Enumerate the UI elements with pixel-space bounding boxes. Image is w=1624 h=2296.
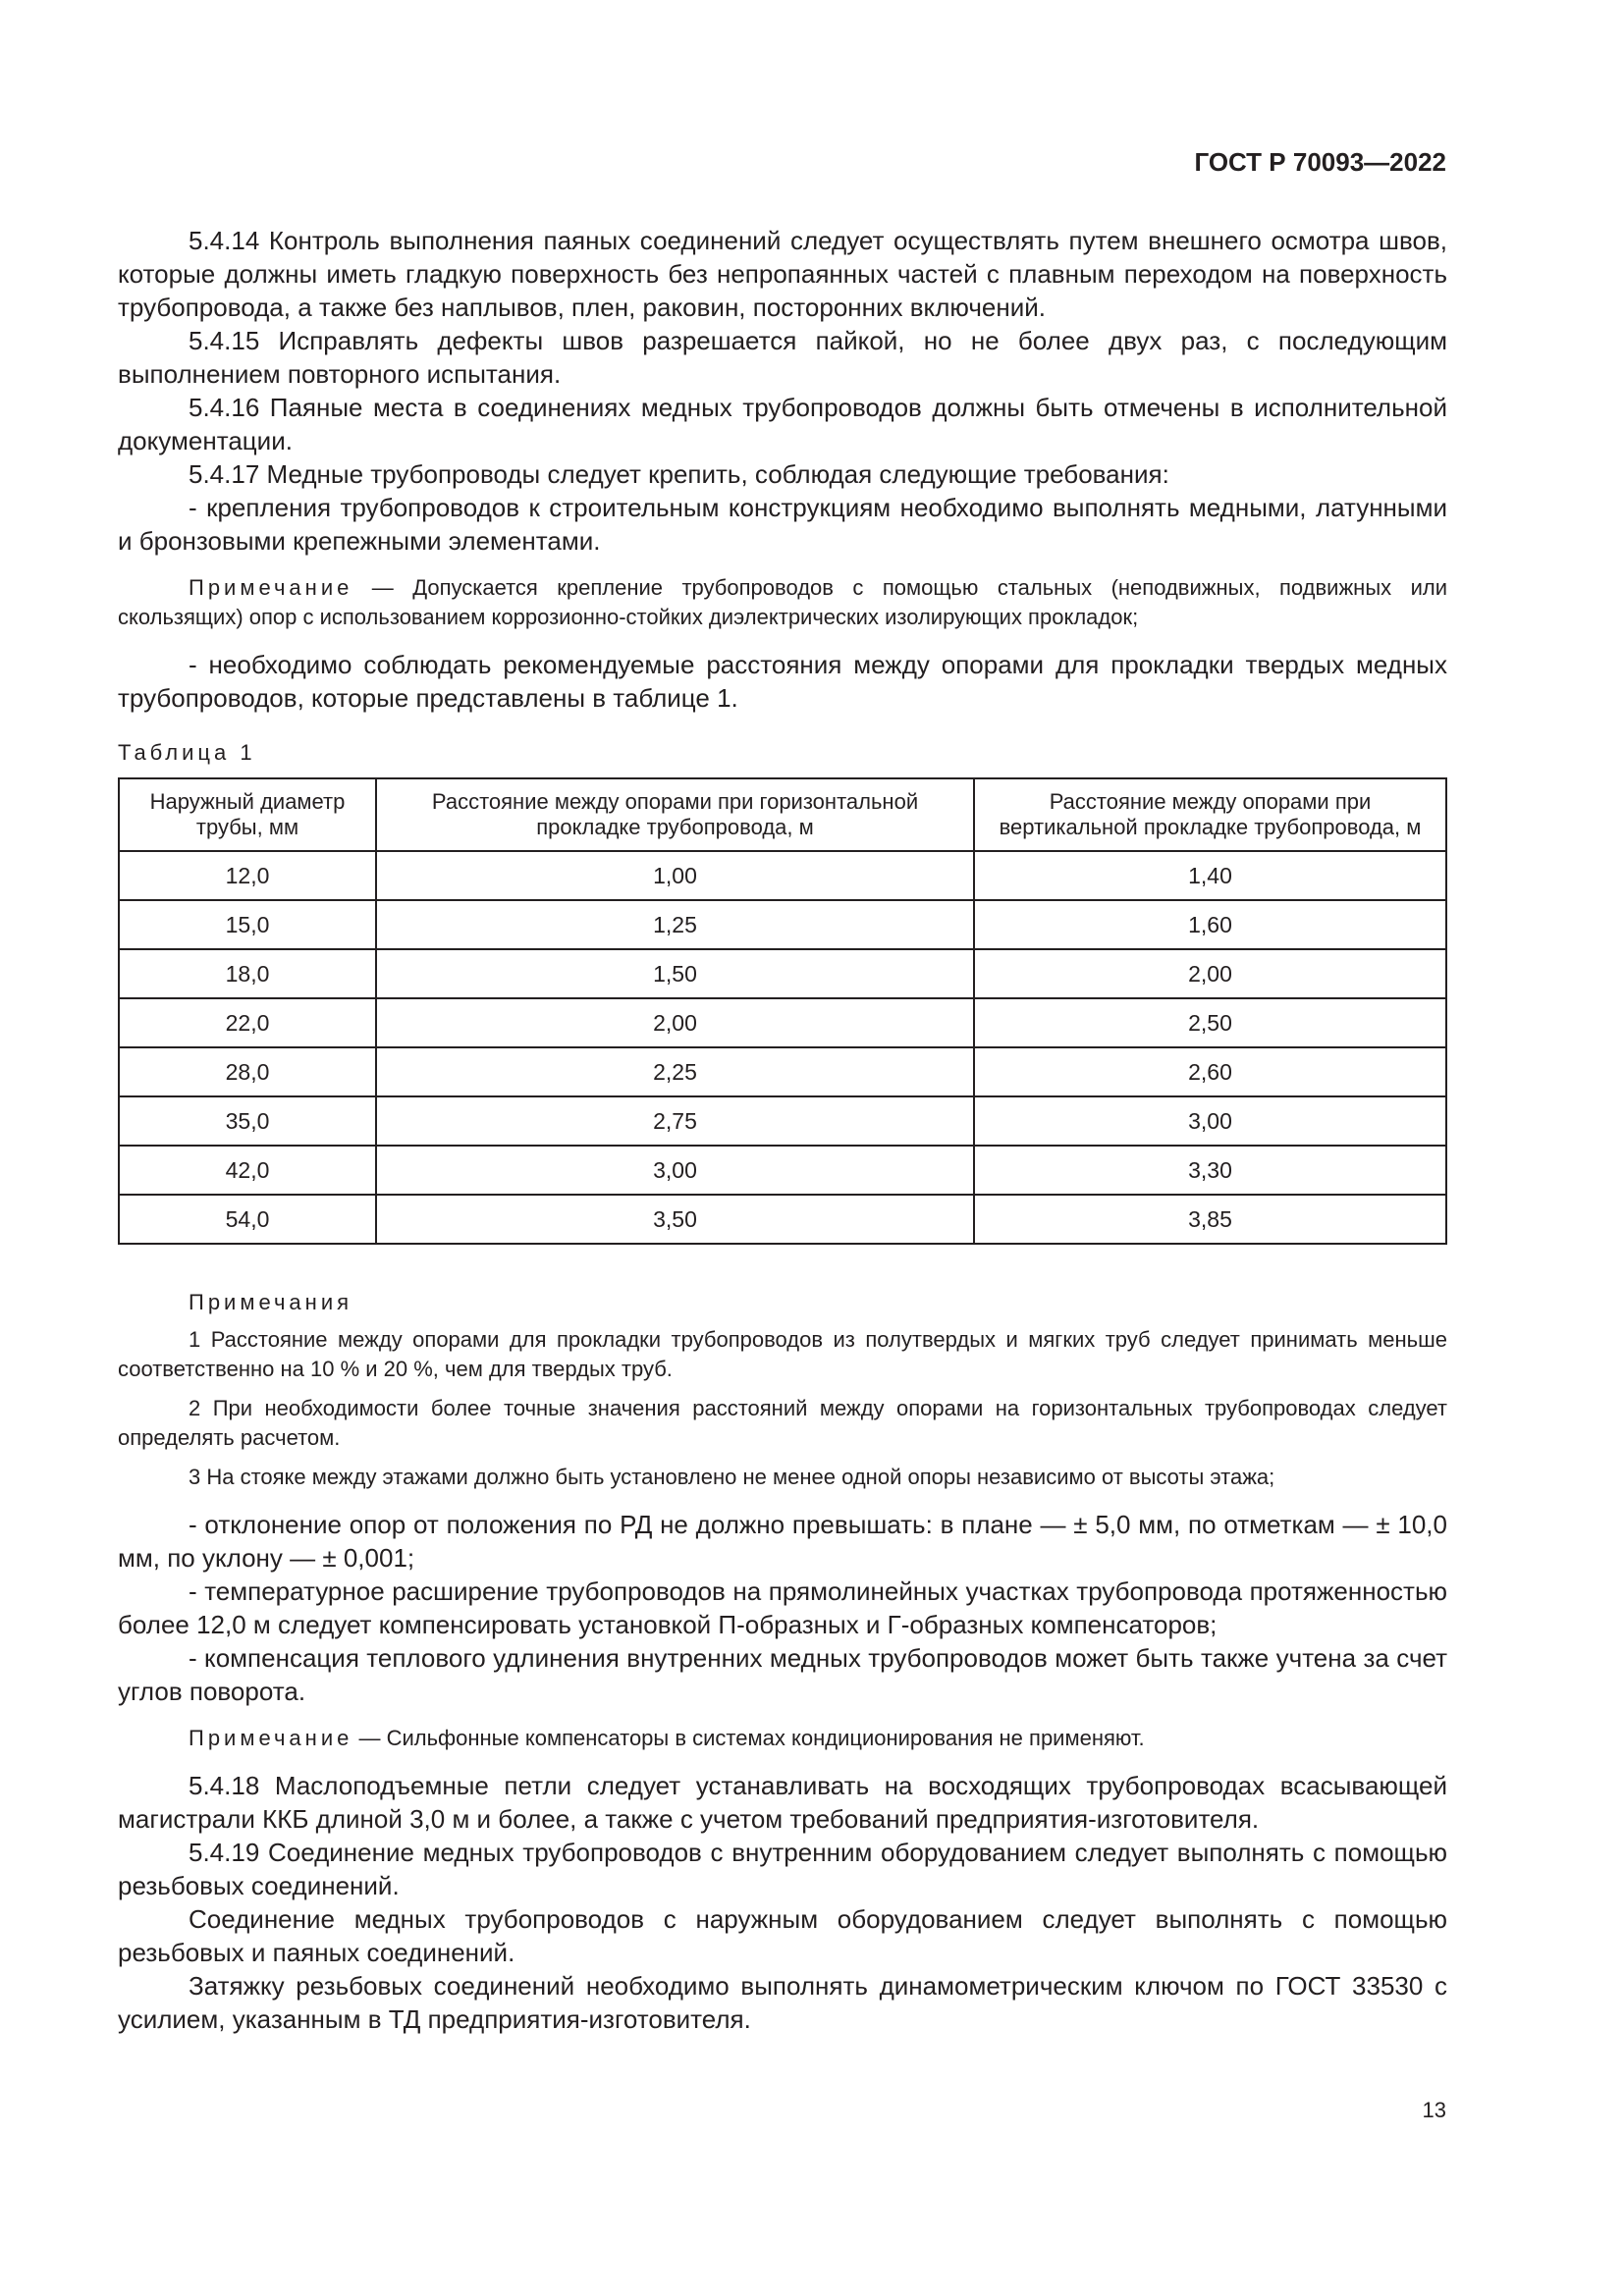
paragraph-5-4-15: 5.4.15 Исправлять дефекты швов разрешается пайкой, но не более двух раз, с последующим выполнением повторного испытания.	[118, 326, 1447, 389]
paragraph-torque: Затяжку резьбовых соединений необходимо выполнять динамометрическим ключом по ГОСТ 33530 с усилием, указанным в ТД предприятия-изготовителя.	[118, 1971, 1447, 2034]
paragraph-5-4-14: 5.4.14 Контроль выполнения паяных соединений следует осуществлять путем внешнего осмотра швов, которые должны иметь гладкую поверхность без непропаянных частей с плавным переходом на поверхность трубопровода, а также без наплывов, плен, раковин, посторонних включений.	[118, 226, 1447, 322]
notes-heading: Примечания	[189, 1290, 353, 1314]
note-text: — Допускается крепление трубопроводов с помощью стальных (неподвижных, подвижных или скользящих) опор с использованием коррозионно-стойких диэлектрических изолирующих прокладок;	[118, 575, 1447, 629]
cell-diameter: 54,0	[119, 1195, 376, 1244]
page-content	[118, 224, 1447, 2036]
table-row	[119, 1146, 1446, 1195]
paragraph-5-4-18: 5.4.18 Маслоподъемные петли следует устанавливать на восходящих трубопроводах всасывающей магистрали ККБ длиной 3,0 м и более, а также с учетом требований предприятия-изготовителя.	[118, 1771, 1447, 1834]
note-item-3: 3 На стояке между этажами должно быть установлено не менее одной опоры независимо от высоты этажа;	[189, 1465, 1275, 1489]
document-code: ГОСТ Р 70093—2022	[1194, 147, 1446, 177]
cell-diameter: 15,0	[119, 900, 376, 949]
paragraph-5-4-19: 5.4.19 Соединение медных трубопроводов с внутренним оборудованием следует выполнять с помощью резьбовых соединений.	[118, 1838, 1447, 1900]
list-item-distances: - необходимо соблюдать рекомендуемые расстояния между опорами для прокладки твердых медных трубопроводов, которые представлены в таблице 1.	[118, 650, 1447, 713]
table-row	[119, 900, 1446, 949]
header-diameter: Наружный диаметр трубы, мм	[119, 778, 376, 851]
cell-diameter: 22,0	[119, 998, 376, 1047]
note-fastening	[118, 573, 1447, 632]
table-row	[119, 998, 1446, 1047]
list-item-thermal-expansion: - температурное расширение трубопроводов на прямолинейных участках трубопровода протяженностью более 12,0 м следует компенсировать установкой П-образных и Г-образных компенсаторов;	[118, 1576, 1447, 1639]
table-row	[119, 949, 1446, 998]
cell-diameter: 28,0	[119, 1047, 376, 1096]
cell-vertical: 2,50	[974, 998, 1446, 1047]
list-item-fastening: - крепления трубопроводов к строительным конструкциям необходимо выполнять медными, латунными и бронзовыми крепежными элементами.	[118, 493, 1447, 556]
table-row	[119, 851, 1446, 900]
cell-diameter: 42,0	[119, 1146, 376, 1195]
cell-vertical: 3,00	[974, 1096, 1446, 1146]
cell-horizontal: 1,50	[376, 949, 974, 998]
note-item-1: 1 Расстояние между опорами для прокладки трубопроводов из полутвердых и мягких труб следует принимать меньше соответственно на 10 % и 20 %, чем для твердых труб.	[118, 1327, 1447, 1381]
cell-horizontal: 3,00	[376, 1146, 974, 1195]
cell-vertical: 2,00	[974, 949, 1446, 998]
support-distance-table	[118, 777, 1447, 1245]
cell-diameter: 18,0	[119, 949, 376, 998]
cell-vertical: 1,40	[974, 851, 1446, 900]
note-bellows	[118, 1724, 1447, 1753]
paragraph-outdoor-connection: Соединение медных трубопроводов с наружным оборудованием следует выполнять с помощью резьбовых и паяных соединений.	[118, 1904, 1447, 1967]
paragraph-5-4-16: 5.4.16 Паяные места в соединениях медных трубопроводов должны быть отмечены в исполнительной документации.	[118, 393, 1447, 455]
cell-horizontal: 1,25	[376, 900, 974, 949]
cell-vertical: 3,85	[974, 1195, 1446, 1244]
note-label: Примечание	[189, 575, 353, 600]
cell-horizontal: 2,25	[376, 1047, 974, 1096]
table-row	[119, 1195, 1446, 1244]
list-item-compensation: - компенсация теплового удлинения внутренних медных трубопроводов может быть также учтена за счет углов поворота.	[118, 1643, 1447, 1706]
cell-vertical: 1,60	[974, 900, 1446, 949]
table-row	[119, 1047, 1446, 1096]
list-item-deviation: - отклонение опор от положения по РД не должно превышать: в плане — ± 5,0 мм, по отметкам — ± 10,0 мм, по уклону — ± 0,001;	[118, 1510, 1447, 1573]
table-header-row	[119, 778, 1446, 851]
page-number: 13	[1422, 2098, 1446, 2122]
cell-horizontal: 2,00	[376, 998, 974, 1047]
cell-diameter: 35,0	[119, 1096, 376, 1146]
cell-horizontal: 1,00	[376, 851, 974, 900]
table-row	[119, 1096, 1446, 1146]
header-vertical: Расстояние между опорами при вертикальной прокладке трубопровода, м	[974, 778, 1446, 851]
note-label: Примечание	[189, 1726, 353, 1750]
note-text: — Сильфонные компенсаторы в системах кондиционирования не применяют.	[352, 1726, 1145, 1750]
cell-vertical: 2,60	[974, 1047, 1446, 1096]
cell-horizontal: 3,50	[376, 1195, 974, 1244]
cell-horizontal: 2,75	[376, 1096, 974, 1146]
note-item-2: 2 При необходимости более точные значения расстояний между опорами на горизонтальных трубопроводах следует определять расчетом.	[118, 1396, 1447, 1450]
paragraph-5-4-17: 5.4.17 Медные трубопроводы следует крепить, соблюдая следующие требования:	[189, 459, 1169, 489]
header-horizontal: Расстояние между опорами при горизонтальной прокладке трубопровода, м	[376, 778, 974, 851]
table-caption: Таблица 1	[118, 740, 256, 765]
cell-diameter: 12,0	[119, 851, 376, 900]
cell-vertical: 3,30	[974, 1146, 1446, 1195]
